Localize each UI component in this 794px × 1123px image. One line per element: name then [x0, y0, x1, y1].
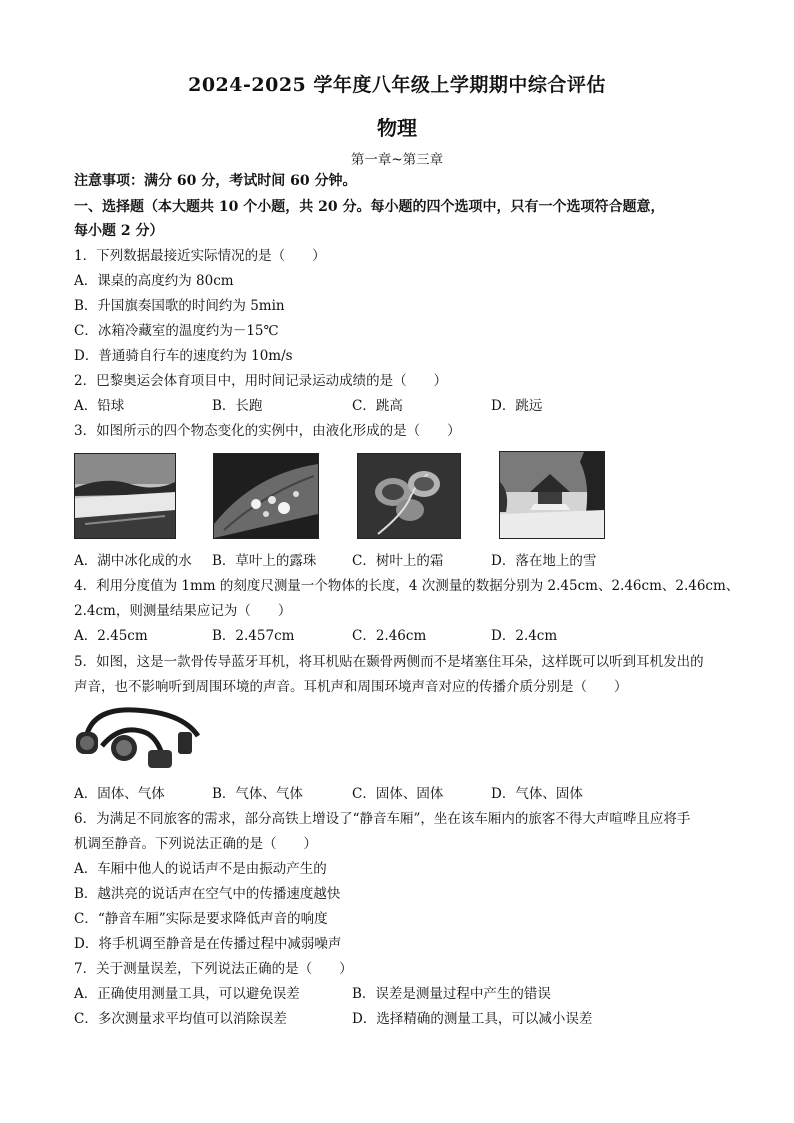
q6-option-c: C．“静音车厢”实际是要求降低声音的响度: [74, 911, 328, 927]
q5-option-a: A．固体、气体: [74, 786, 165, 802]
lake-ice-photo: [74, 453, 176, 539]
q7-option-d: D．选择精确的测量工具，可以减小误差: [352, 1011, 593, 1027]
q3-option-c: C．树叶上的霜: [352, 553, 444, 569]
section-heading-line1: 一、选择题（本大题共 10 个小题，共 20 分。每小题的四个选项中，只有一个选项符合题意，: [74, 199, 665, 215]
bone-conduction-headphones-image: [72, 702, 206, 774]
q1-option-b: B．升国旗奏国歌的时间约为 5min: [74, 298, 285, 314]
q4-option-a: A．2.45cm: [74, 628, 148, 644]
q6-stem-line2: 机调至静音。下列说法正确的是（ ）: [74, 836, 317, 852]
q1-option-d: D．普通骑自行车的速度约为 10m/s: [74, 348, 293, 364]
q6-option-a: A．车厢中他人的说话声不是由振动产生的: [74, 861, 327, 877]
q7-option-a: A．正确使用测量工具，可以避免误差: [74, 986, 300, 1002]
chapter-scope: 第一章~第三章: [350, 152, 444, 168]
q4-option-b: B．2.457cm: [212, 628, 295, 644]
q4-stem-line1: 4．利用分度值为 1mm 的刻度尺测量一个物体的长度，4 次测量的数据分别为 2.45cm、2.46cm、2.46cm、: [74, 578, 740, 594]
q3-option-b: B．草叶上的露珠: [212, 553, 317, 569]
q6-stem-line1: 6．为满足不同旅客的需求，部分高铁上增设了“静音车厢”，坐在该车厢内的旅客不得大声喧哗且应将手: [74, 811, 691, 827]
q5-option-d: D．气体、固体: [491, 786, 583, 802]
q3-option-a: A．湖中冰化成的水: [74, 553, 192, 569]
q7-option-c: C．多次测量求平均值可以消除误差: [74, 1011, 287, 1027]
section-heading-line2: 每小题 2 分）: [74, 223, 164, 239]
q4-stem-line2: 2.4cm，则测量结果应记为（ ）: [74, 603, 292, 619]
q3-option-d: D．落在地上的雪: [491, 553, 597, 569]
q1-stem: 1．下列数据最接近实际情况的是（ ）: [74, 248, 326, 264]
q5-option-b: B．气体、气体: [212, 786, 303, 802]
q4-option-c: C．2.46cm: [352, 628, 427, 644]
notice: 注意事项：满分 60 分，考试时间 60 分钟。: [74, 173, 357, 189]
q5-stem-line1: 5．如图，这是一款骨传导蓝牙耳机，将耳机贴在颞骨两侧而不是堵塞住耳朵，这样既可以听到耳机发出的: [74, 654, 704, 670]
q3-stem: 3．如图所示的四个物态变化的实例中，由液化形成的是（ ）: [74, 423, 461, 439]
q4-option-d: D．2.4cm: [491, 628, 558, 644]
q1-option-c: C．冰箱冷藏室的温度约为－15℃: [74, 323, 279, 339]
q2-option-d: D．跳远: [491, 398, 543, 414]
q7-stem: 7．关于测量误差，下列说法正确的是（ ）: [74, 961, 353, 977]
q2-option-b: B．长跑: [212, 398, 263, 414]
q1-option-a: A．课桌的高度约为 80cm: [74, 273, 234, 289]
q6-option-d: D．将手机调至静音是在传播过程中减弱噪声: [74, 936, 342, 952]
subject-title: 物理: [377, 116, 417, 140]
snow-temple-photo: [499, 451, 605, 539]
q2-stem: 2．巴黎奥运会体育项目中，用时间记录运动成绩的是（ ）: [74, 373, 448, 389]
q5-option-c: C．固体、固体: [352, 786, 444, 802]
exam-title: 2024-2025 学年度八年级上学期期中综合评估: [188, 74, 606, 96]
q7-option-b: B．误差是测量过程中产生的错误: [352, 986, 551, 1002]
frost-leaf-photo: [357, 453, 461, 539]
dew-leaf-photo: [213, 453, 319, 539]
q2-option-c: C．跳高: [352, 398, 403, 414]
q2-option-a: A．铅球: [74, 398, 125, 414]
q6-option-b: B．越洪亮的说话声在空气中的传播速度越快: [74, 886, 341, 902]
q5-stem-line2: 声音，也不影响听到周围环境的声音。耳机声和周围环境声音对应的传播介质分别是（ ）: [74, 679, 628, 695]
